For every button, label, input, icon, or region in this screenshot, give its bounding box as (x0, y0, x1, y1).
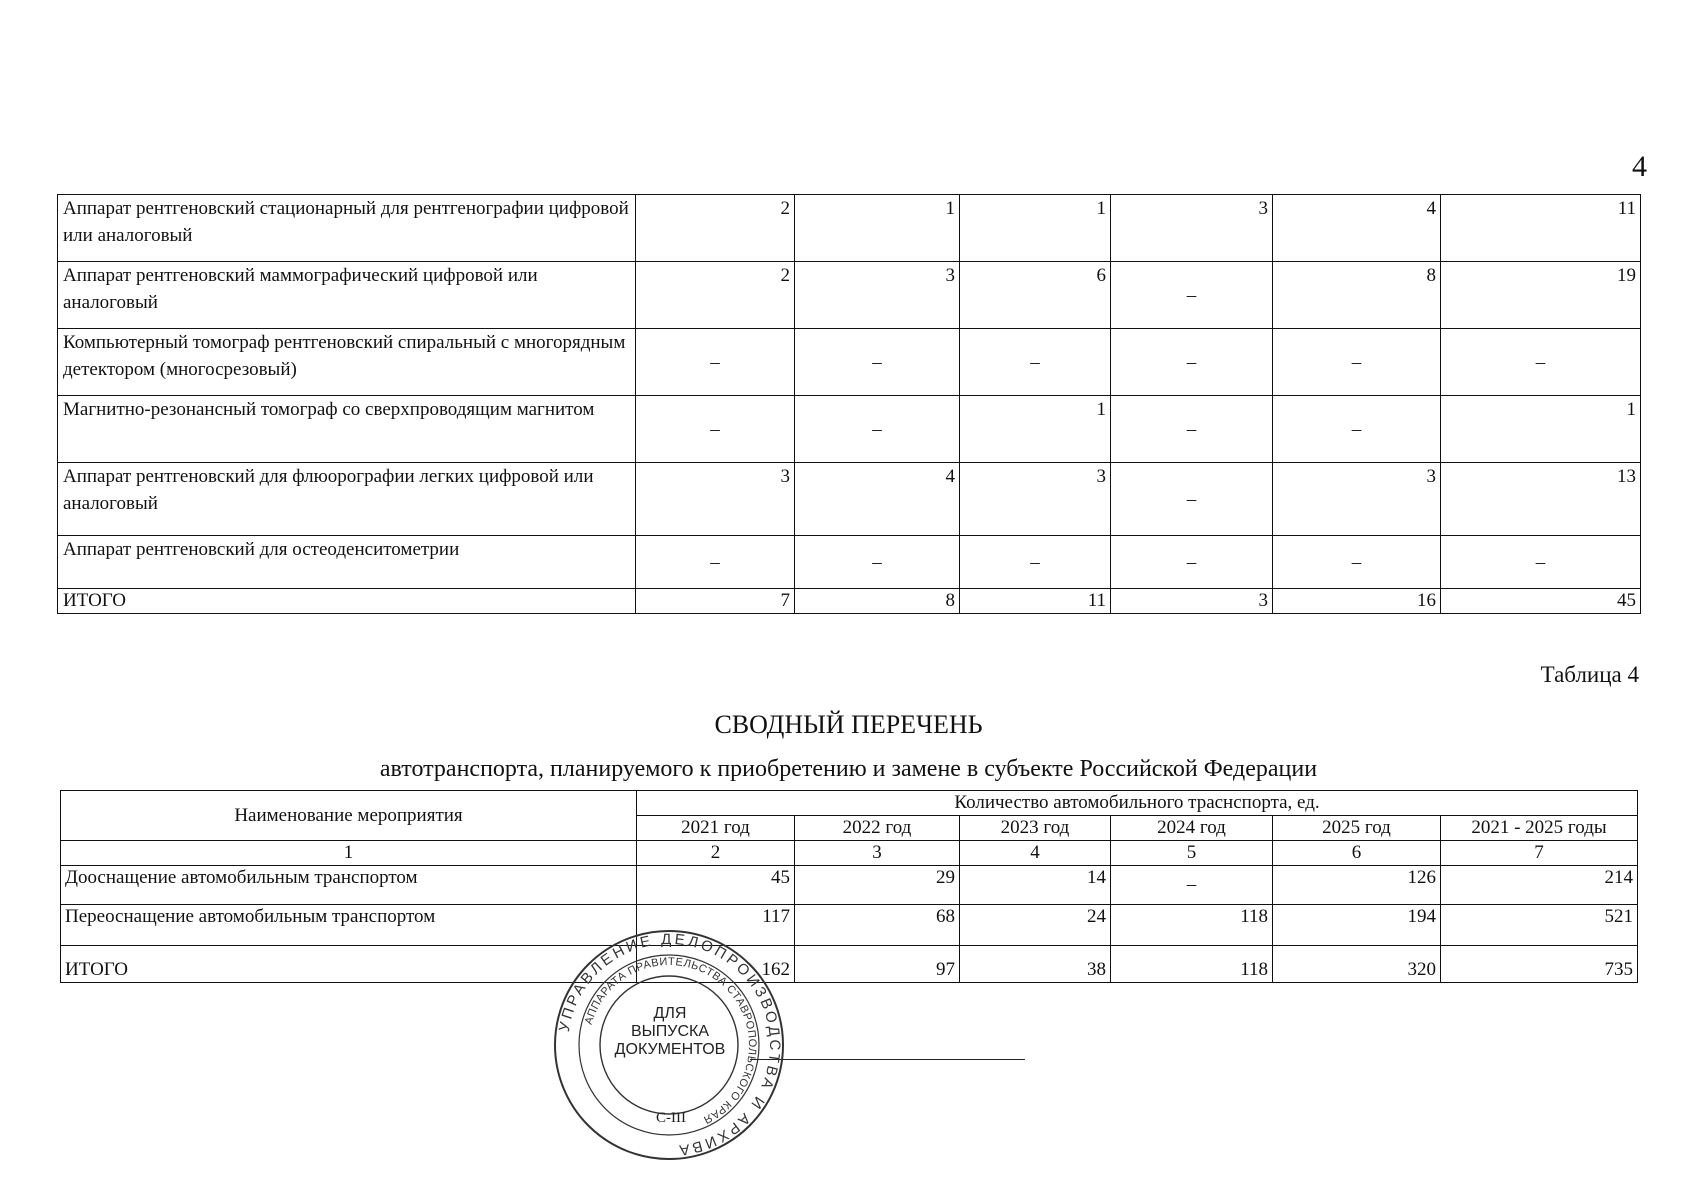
value-cell: 1 (1441, 396, 1641, 463)
value-cell: 13 (1441, 463, 1641, 536)
column-number: 6 (1273, 841, 1441, 866)
value-cell: 14 (960, 866, 1111, 905)
value-cell: 8 (1273, 262, 1441, 329)
year-header: 2022 год (795, 816, 960, 841)
signature-line (750, 1059, 1025, 1060)
value-cell: – (1111, 866, 1273, 905)
total-value-cell: 320 (1273, 946, 1441, 983)
column-number: 4 (960, 841, 1111, 866)
value-cell: 194 (1273, 905, 1441, 946)
value-cell: 1 (795, 195, 960, 262)
value-cell: – (636, 536, 795, 589)
value-cell: 24 (960, 905, 1111, 946)
value-cell: – (636, 396, 795, 463)
value-cell: 19 (1441, 262, 1641, 329)
value-cell: 2 (636, 262, 795, 329)
total-value-cell: 11 (960, 589, 1111, 614)
value-cell: 521 (1441, 905, 1638, 946)
row-name: Аппарат рентгеновский маммографический цифровой или аналоговый (58, 262, 636, 329)
value-cell: 2 (636, 195, 795, 262)
row-name: Переоснащение автомобильным транспортом (61, 905, 637, 946)
row-name: Аппарат рентгеновский стационарный для рентгенографии цифровой или аналоговый (58, 195, 636, 262)
value-cell: – (960, 329, 1111, 396)
value-cell: – (960, 536, 1111, 589)
page-number: 4 (1632, 150, 1647, 183)
value-cell: 4 (1273, 195, 1441, 262)
column-number: 3 (795, 841, 960, 866)
total-row (58, 589, 1641, 614)
column-number: 1 (61, 841, 637, 866)
value-cell: 11 (1441, 195, 1641, 262)
value-cell: – (636, 329, 795, 396)
stamp-outer-text: УПРАВЛЕНИЕ ДЕЛОПРОИЗВОДСТВА И АРХИВА (555, 930, 784, 1159)
value-cell: 3 (795, 262, 960, 329)
total-value-cell: 97 (795, 946, 960, 983)
table-row (58, 463, 1641, 536)
value-cell: 3 (1273, 463, 1441, 536)
total-value-cell: 162 (637, 946, 795, 983)
value-cell: – (1111, 329, 1273, 396)
total-label: ИТОГО (58, 589, 636, 614)
value-cell: 29 (795, 866, 960, 905)
row-name: Дооснащение автомобильным транспортом (61, 866, 637, 905)
row-name: Аппарат рентгеновский для остеоденситометрии (58, 536, 636, 589)
total-value-cell: 38 (960, 946, 1111, 983)
column-number: 2 (637, 841, 795, 866)
row-name: Магнитно-резонансный томограф со сверхпроводящим магнитом (58, 396, 636, 463)
value-cell: – (1441, 329, 1641, 396)
value-cell: – (1111, 396, 1273, 463)
total-value-cell: 3 (1111, 589, 1273, 614)
year-header: 2023 год (960, 816, 1111, 841)
table-row (58, 329, 1641, 396)
year-header: 2025 год (1273, 816, 1441, 841)
vehicle-table (60, 790, 1638, 983)
year-header: 2021 - 2025 годы (1441, 816, 1638, 841)
value-cell: – (795, 329, 960, 396)
column-number: 7 (1441, 841, 1638, 866)
value-cell: – (1111, 536, 1273, 589)
value-cell: 1 (960, 195, 1111, 262)
stamp-center (600, 1005, 740, 1059)
value-cell: 68 (795, 905, 960, 946)
equipment-table (57, 194, 1641, 614)
table-row (58, 396, 1641, 463)
value-cell: 118 (1111, 905, 1273, 946)
stamp-center-line-1: ДЛЯ (653, 1005, 687, 1022)
value-cell: – (1273, 536, 1441, 589)
value-cell: – (1441, 536, 1641, 589)
total-value-cell: 735 (1441, 946, 1638, 983)
total-value-cell: 7 (636, 589, 795, 614)
stamp-middle-text: АППАРАТА ПРАВИТЕЛЬСТВА СТАВРОПОЛЬСКОГО КРАЯ (582, 955, 759, 1126)
value-cell: – (795, 396, 960, 463)
row-name: Аппарат рентгеновский для флюорографии легких цифровой или аналоговый (58, 463, 636, 536)
total-value-cell: 16 (1273, 589, 1441, 614)
total-value-cell: 45 (1441, 589, 1641, 614)
value-cell: 45 (637, 866, 795, 905)
value-cell: – (1111, 463, 1273, 536)
total-row (61, 946, 1638, 983)
table-row (61, 866, 1638, 905)
value-cell: 3 (1111, 195, 1273, 262)
table-row (58, 195, 1641, 262)
stamp-center-line-2: ВЫПУСКА (630, 1023, 710, 1040)
table-row (58, 536, 1641, 589)
stamp-center-line-3: ДОКУМЕНТОВ (614, 1041, 726, 1058)
total-value-cell: 118 (1111, 946, 1273, 983)
total-label: ИТОГО (61, 946, 637, 983)
value-cell: 3 (960, 463, 1111, 536)
value-cell: 6 (960, 262, 1111, 329)
value-cell: – (1273, 396, 1441, 463)
value-cell: 1 (960, 396, 1111, 463)
value-cell: – (795, 536, 960, 589)
value-cell: 214 (1441, 866, 1638, 905)
table-label: Таблица 4 (1540, 662, 1639, 687)
value-cell: – (1111, 262, 1273, 329)
table-row (58, 262, 1641, 329)
value-cell: 4 (795, 463, 960, 536)
stamp-code: С-III (656, 1110, 686, 1126)
table-row (61, 905, 1638, 946)
value-cell: 117 (637, 905, 795, 946)
value-cell: 3 (636, 463, 795, 536)
value-cell: – (1273, 329, 1441, 396)
column-number: 5 (1111, 841, 1273, 866)
total-value-cell: 8 (795, 589, 960, 614)
header-group: Количество автомобильного траснспорта, ед. (637, 791, 1638, 816)
header-name-column: Наименование мероприятия (61, 791, 637, 841)
document-title: СВОДНЫЙ ПЕРЕЧЕНЬ (714, 710, 983, 739)
year-header: 2024 год (1111, 816, 1273, 841)
document-subtitle: автотранспорта, планируемого к приобретению и замене в субъекте Российской Федерации (379, 756, 1318, 782)
row-name: Компьютерный томограф рентгеновский спиральный с многорядным детектором (многосрезовый) (58, 329, 636, 396)
value-cell: 126 (1273, 866, 1441, 905)
year-header: 2021 год (637, 816, 795, 841)
